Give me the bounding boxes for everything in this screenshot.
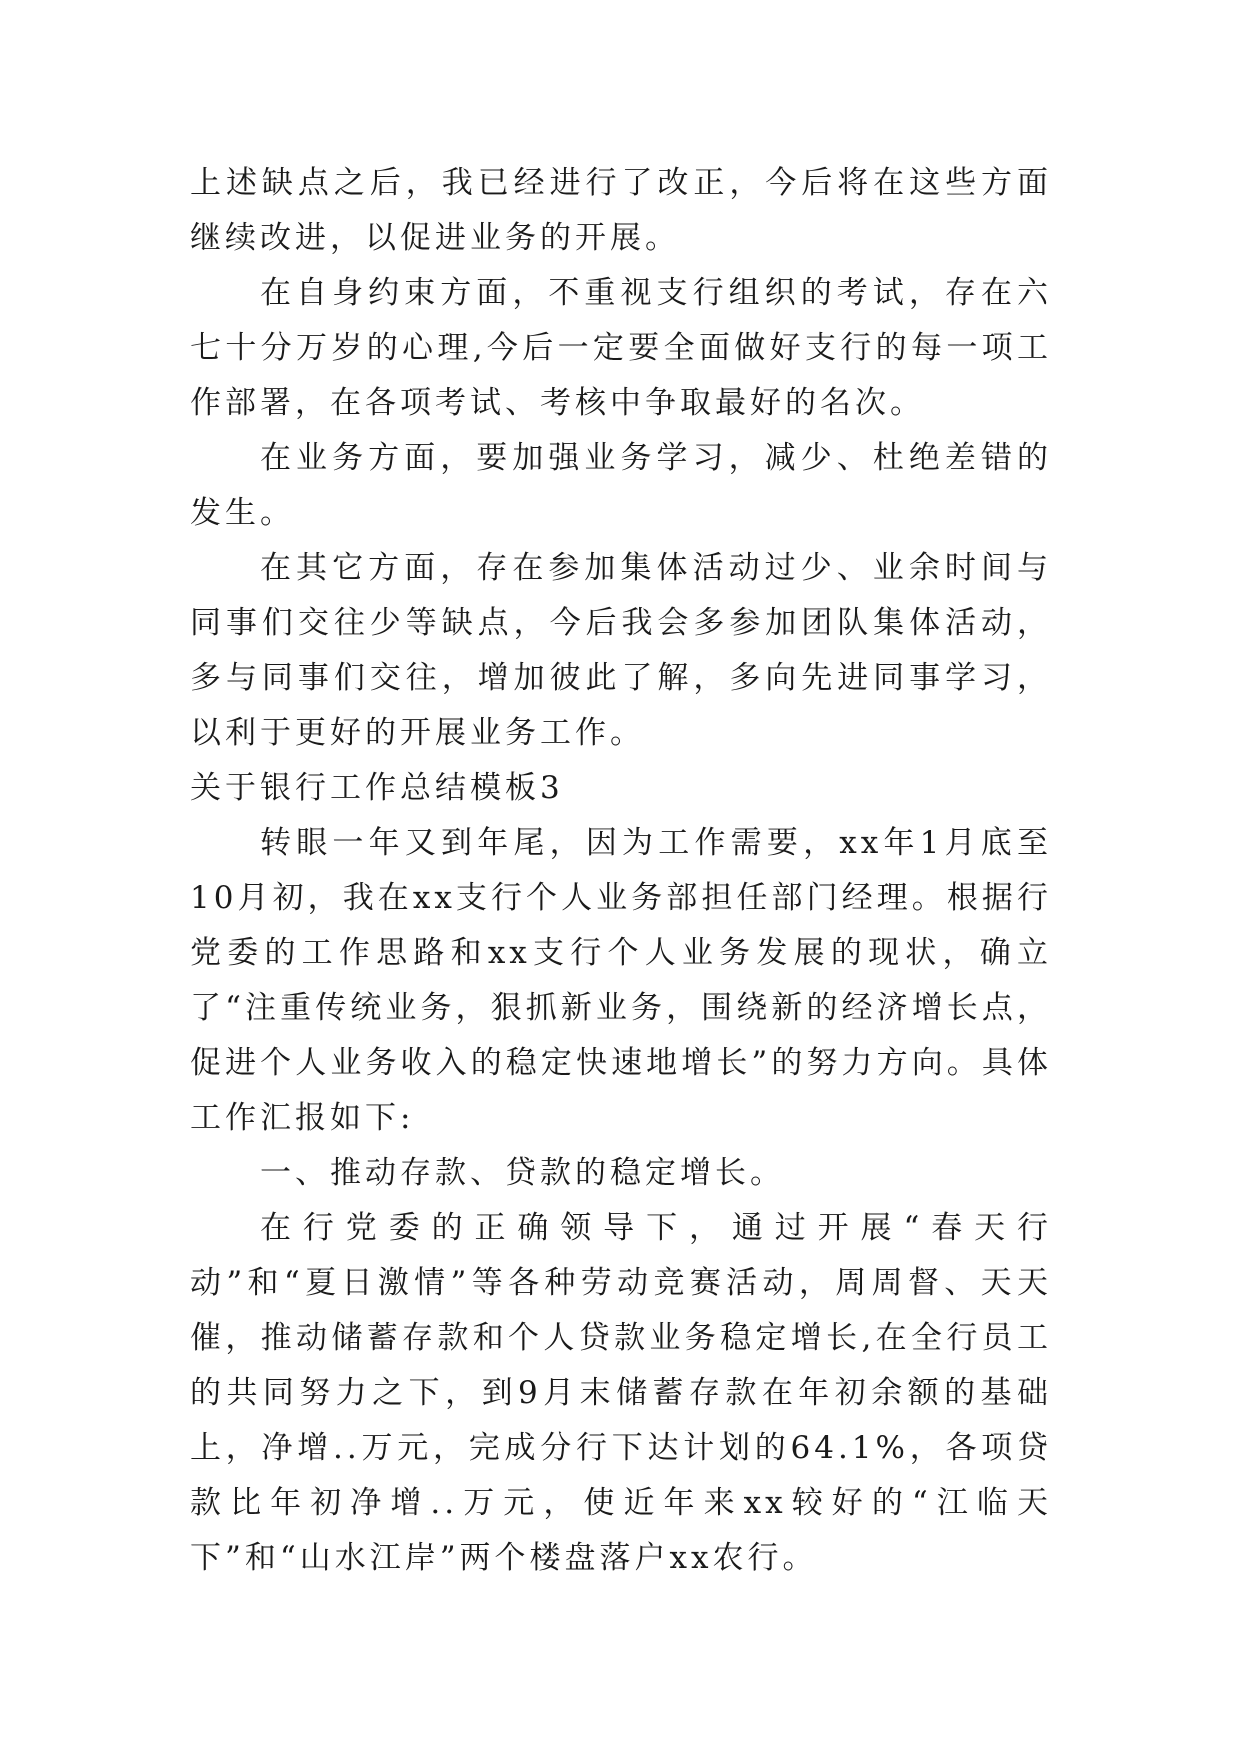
paragraph: 在其它方面，存在参加集体活动过少、业余时间与同事们交往少等缺点，今后我会多参加团队集体活动，多与同事们交往，增加彼此了解，多向先进同事学习，以利于更好的开展业务工作。 [190,550,1052,751]
document-body [190,156,1052,1586]
paragraph: 在行党委的正确领导下，通过开展“春天行动”和“夏日激情”等各种劳动竞赛活动，周周督、天天催，推动储蓄存款和个人贷款业务稳定增长,在全行员工的共同努力之下，到9月末储蓄存款在年初余额的基础上，净增..万元，完成分行下达计划的64.1%，各项贷款比年初净增..万元，使近年来xx较好的“江临天下”和“山水江岸”两个楼盘落户xx农行。 [190,1210,1052,1576]
section-heading: 关于银行工作总结模板3 [190,770,564,806]
paragraph: 转眼一年又到年尾，因为工作需要，xx年1月底至10月初，我在xx支行个人业务部担任部门经理。根据行党委的工作思路和xx支行个人业务发展的现状，确立了“注重传统业务，狠抓新业务，围绕新的经济增长点，促进个人业务收入的稳定快速地增长”的努力方向。具体工作汇报如下: [190,825,1052,1136]
paragraph: 在自身约束方面，不重视支行组织的考试，存在六七十分万岁的心理,今后一定要全面做好支行的每一项工作部署，在各项考试、考核中争取最好的名次。 [190,275,1052,421]
paragraph: 在业务方面，要加强业务学习，减少、杜绝差错的发生。 [190,440,1052,531]
paragraph: 上述缺点之后，我已经进行了改正，今后将在这些方面继续改进，以促进业务的开展。 [190,165,1052,256]
paragraph: 一、推动存款、贷款的稳定增长。 [260,1155,785,1191]
